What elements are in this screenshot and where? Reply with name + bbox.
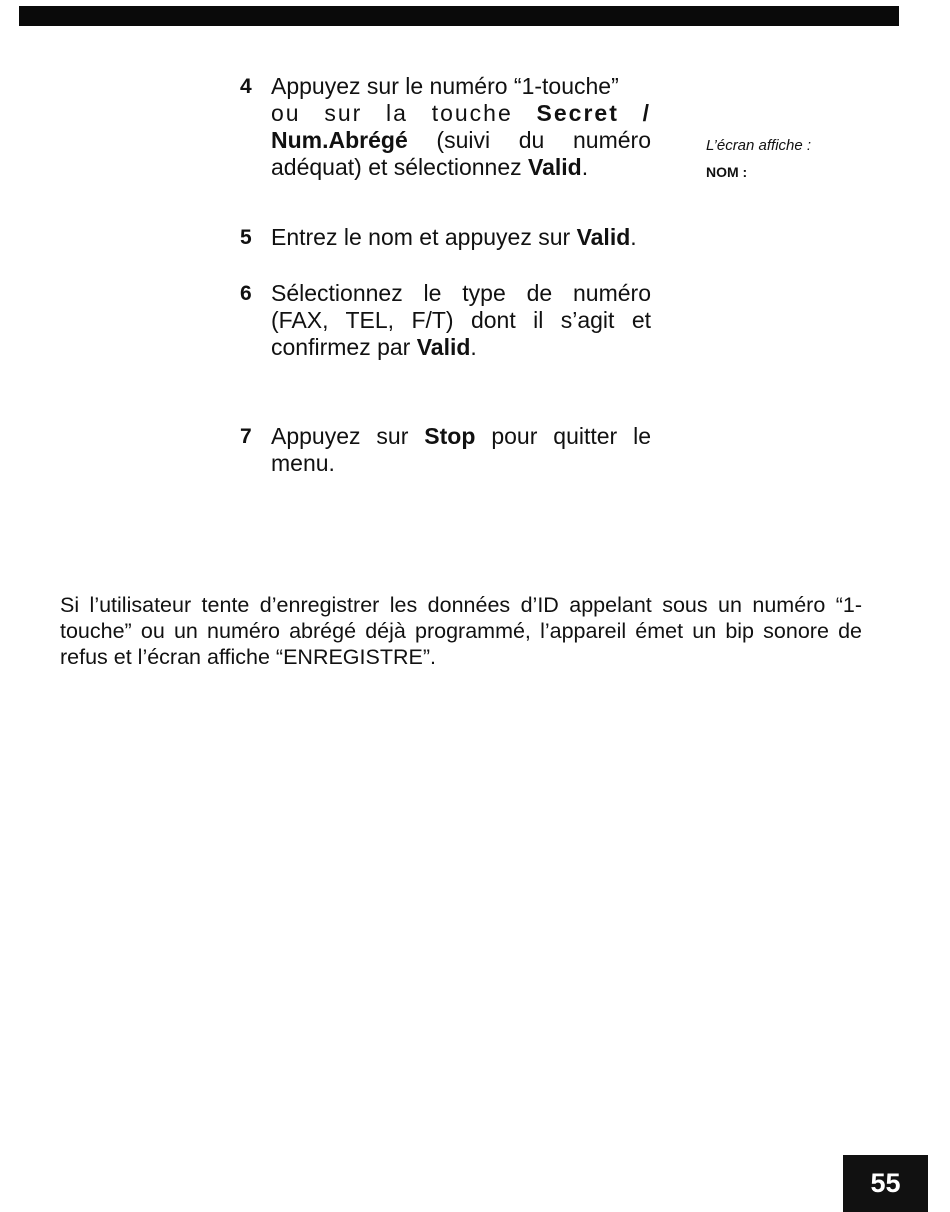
step-text: Sélectionnez le type de numéro (FAX, TEL, F/T) dont il s’agit et confirmez par Valid.: [271, 280, 651, 360]
key-name: Valid: [416, 334, 471, 360]
key-name: Valid: [576, 224, 631, 250]
step-number: 6: [240, 282, 252, 305]
header-bar: [19, 6, 899, 26]
key-name: Stop: [424, 423, 476, 449]
key-name: Valid: [528, 154, 582, 180]
step-number: 4: [240, 75, 252, 98]
step-7: [240, 423, 660, 477]
step-4: [240, 73, 660, 181]
display-note-label: L’écran affiche :: [706, 137, 812, 154]
step-text: Appuyez sur Stop pour quitter le menu.: [271, 423, 652, 476]
note-paragraph: Si l’utilisateur tente d’enregistrer les données d’ID appelant sous un numéro “1-touche” ou un numéro abrégé déjà programmé, l’appareil émet un bip sonore de refus et l’écran affiche “ENREGISTRE”.: [60, 593, 862, 669]
step-number: 5: [240, 226, 252, 249]
page-number: 55: [843, 1155, 928, 1212]
display-note: [706, 136, 906, 182]
display-note-value: NOM :: [706, 164, 748, 180]
key-name: Secret /: [536, 100, 652, 126]
step-5: [240, 224, 660, 251]
step-line: ou sur la touche Secret /: [271, 100, 652, 126]
step-line: adéquat) et sélectionnez Valid.: [271, 154, 589, 180]
step-line: Appuyez sur le numéro “1-touche”: [271, 73, 619, 99]
step-line: Num.Abrégé (suivi du numéro: [271, 127, 651, 153]
step-text: Entrez le nom et appuyez sur Valid.: [271, 224, 637, 250]
key-name: Num.Abrégé: [271, 127, 408, 153]
step-6: [240, 280, 660, 361]
step-number: 7: [240, 425, 252, 448]
step-text: [271, 73, 651, 181]
